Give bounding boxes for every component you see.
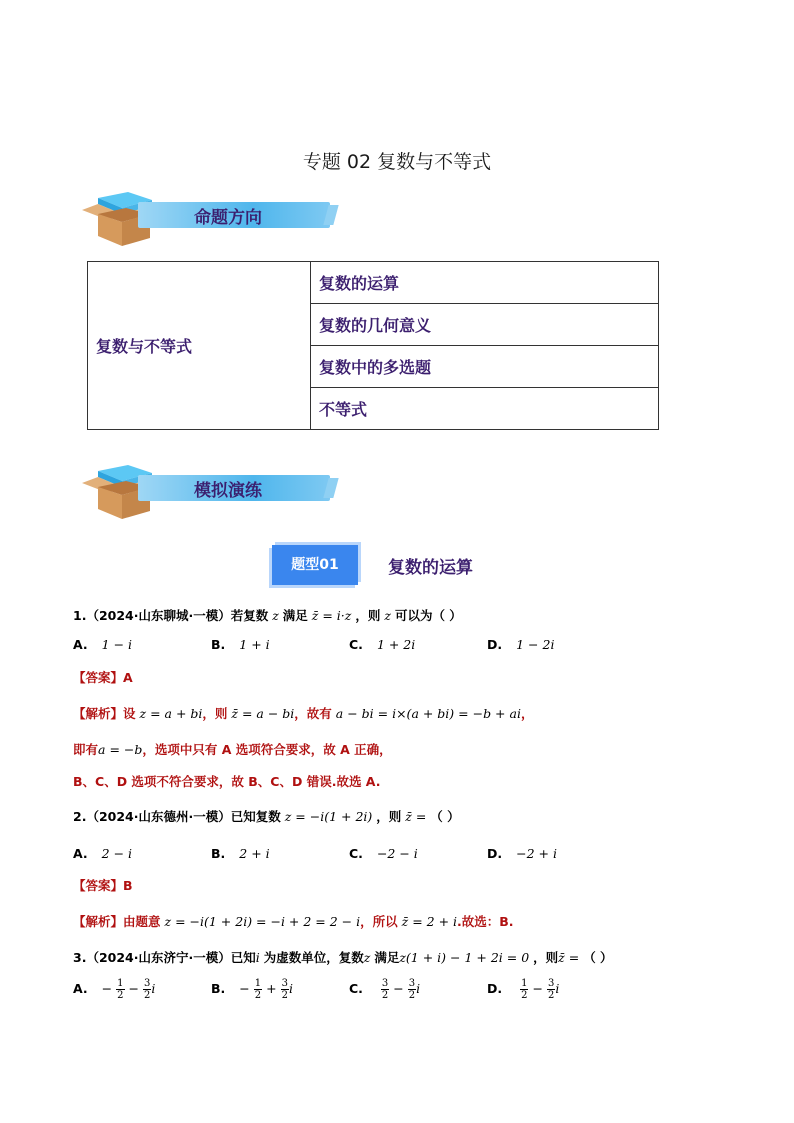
option-d[interactable]: D. −2 + i: [487, 846, 557, 861]
analysis-1-line-2: 即有a = −b，选项中只有 A 选项符合要求，故 A 正确，: [73, 742, 392, 757]
direction-table: [87, 261, 659, 430]
option-c[interactable]: C. −2 − i: [349, 846, 418, 861]
table-category: 复数与不等式: [88, 262, 311, 430]
answer-1: 【答案】A: [73, 670, 133, 685]
option-b[interactable]: B. 2 + i: [211, 846, 270, 861]
question-type-badge: 题型01: [272, 545, 358, 585]
question-1-stem: 1.（2024·山东聊城·一模）若复数 z 满足 z̄ = i·z ，则 z 可以为（ ）: [73, 608, 462, 623]
table-row: 复数的运算: [311, 262, 659, 304]
analysis-2-line-1: 【解析】由题意 z = −i(1 + 2i) = −i + 2 = 2 − i，所以 z̄ = 2 + i.故选：B.: [73, 914, 514, 929]
answer-2: 【答案】B: [73, 878, 133, 893]
table-row: 复数中的多选题: [311, 346, 659, 388]
option-c[interactable]: C. 1 + 2i: [349, 637, 416, 652]
table-row: 不等式: [311, 388, 659, 430]
question-2-stem: 2.（2024·山东德州·一模）已知复数 z = −i(1 + 2i) ，则 z̄ = （ ）: [73, 809, 460, 824]
question-type-name: 复数的运算: [388, 558, 473, 578]
section-banner-direction: [78, 188, 334, 248]
option-a[interactable]: A. 2 − i: [73, 846, 133, 861]
option-d[interactable]: D. $\frac{1}{2}$ − $\frac{3}{2}$ i: [487, 978, 560, 1001]
option-b[interactable]: B. − $\frac{1}{2}$ + $\frac{3}{2}$ i: [211, 978, 293, 1001]
table-row: 复数的几何意义: [311, 304, 659, 346]
section-banner-practice: [78, 461, 334, 521]
option-b[interactable]: B. 1 + i: [211, 637, 270, 652]
option-c[interactable]: C. $\frac{3}{2}$ − $\frac{3}{2}$ i: [349, 978, 421, 1001]
page-title: 专题 02 复数与不等式: [302, 151, 492, 173]
banner-label: 命题方向: [194, 208, 262, 228]
question-3-stem: 3.（2024·山东济宁·一模）已知i 为虚数单位，复数z 满足z(1 + i) − 1 + 2i = 0 ，则z̄ = （ ）: [73, 950, 613, 965]
option-a[interactable]: A. − $\frac{1}{2}$ − $\frac{3}{2}$ i: [73, 978, 156, 1001]
analysis-1-line-3: B、C、D 选项不符合要求，故 B、C、D 错误.故选 A.: [73, 774, 381, 789]
banner-label: 模拟演练: [194, 481, 262, 501]
option-d[interactable]: D. 1 − 2i: [487, 637, 555, 652]
option-a[interactable]: A. 1 − i: [73, 637, 133, 652]
analysis-1-line-1: 【解析】设 z = a + bi，则 z̄ = a − bi，故有 a − bi = i×(a + bi) = −b + ai，: [73, 706, 534, 721]
